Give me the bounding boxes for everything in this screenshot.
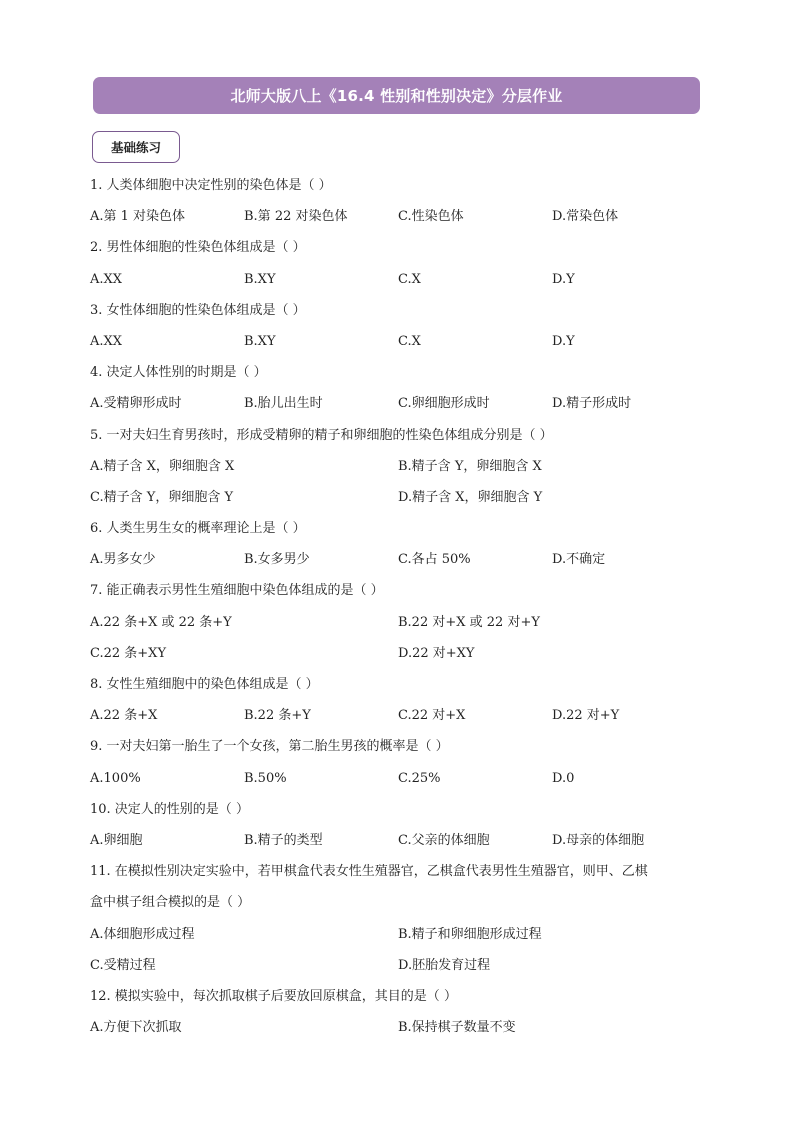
option: D.不确定 <box>552 552 606 568</box>
option: C.卵细胞形成时 <box>398 396 490 412</box>
question-stem: 4. 决定人体性别的时期是（ ） <box>90 365 267 381</box>
option-row <box>90 700 710 731</box>
question-stem: 5. 一对夫妇生育男孩时，形成受精卵的精子和卵细胞的性染色体组成分别是（ ） <box>90 427 553 443</box>
option: C.X <box>398 333 421 349</box>
question-stem: 10. 决定人的性别的是（ ） <box>90 801 249 817</box>
option-row <box>90 919 710 950</box>
option: D.0 <box>552 770 575 786</box>
option: D.精子形成时 <box>552 396 632 412</box>
option-row <box>90 388 710 419</box>
option: A.方便下次抓取 <box>90 1020 182 1036</box>
title-banner <box>93 77 700 114</box>
option-row <box>90 201 710 232</box>
option: B.精子和卵细胞形成过程 <box>398 926 542 942</box>
option: C.精子含 Y，卵细胞含 Y <box>90 489 234 505</box>
option: C.性染色体 <box>398 209 464 225</box>
option: B.精子的类型 <box>244 832 323 848</box>
option: A.第 1 对染色体 <box>90 209 186 225</box>
option: C.22 对+X <box>398 708 466 724</box>
option-row <box>90 482 710 513</box>
option: C.父亲的体细胞 <box>398 832 490 848</box>
option: A.XX <box>90 333 123 349</box>
option-row <box>90 326 710 357</box>
option: B.50% <box>244 770 287 786</box>
page-title: 北师大版八上《16.4 性别和性别决定》分层作业 <box>230 87 563 105</box>
section-label: 基础练习 <box>92 131 180 163</box>
option-row <box>90 544 710 575</box>
option: B.22 条+Y <box>244 708 311 724</box>
option: A.XX <box>90 271 123 287</box>
question-stem: 7. 能正确表示男性生殖细胞中染色体组成的是（ ） <box>90 583 384 599</box>
option: B.精子含 Y，卵细胞含 X <box>398 458 542 474</box>
option: B.XY <box>244 333 276 349</box>
option: A.100% <box>90 770 141 786</box>
question-stem: 12. 模拟实验中，每次抓取棋子后要放回原棋盒，其目的是（ ） <box>90 988 457 1004</box>
option-row <box>90 763 710 794</box>
option: B.XY <box>244 271 276 287</box>
option-row <box>90 607 710 638</box>
option: A.体细胞形成过程 <box>90 926 195 942</box>
question-stem: 2. 男性体细胞的性染色体组成是（ ） <box>90 240 306 256</box>
option-row <box>90 950 710 981</box>
question-stem: 8. 女性生殖细胞中的染色体组成是（ ） <box>90 677 319 692</box>
option: D.胚胎发育过程 <box>398 957 491 973</box>
option: A.受精卵形成时 <box>90 396 182 412</box>
option: C.22 条+XY <box>90 645 167 661</box>
question-stem: 9. 一对夫妇第一胎生了一个女孩，第二胎生男孩的概率是（ ） <box>90 739 449 755</box>
option-row <box>90 451 710 482</box>
option: A.男多女少 <box>90 552 156 568</box>
option: B.女多男少 <box>244 552 310 568</box>
option: A.22 条+X 或 22 条+Y <box>90 614 232 630</box>
option: D.Y <box>552 333 575 349</box>
option: D.常染色体 <box>552 209 619 225</box>
option: D.22 对+Y <box>552 708 620 724</box>
question-stem-continued: 盒中棋子组合模拟的是（ ） <box>90 895 251 911</box>
option: D.22 对+XY <box>398 645 475 661</box>
option: D.Y <box>552 271 575 287</box>
option-row <box>90 638 710 669</box>
option-row <box>90 825 710 856</box>
option: D.精子含 X，卵细胞含 Y <box>398 489 543 505</box>
option-row <box>90 264 710 295</box>
option: B.第 22 对染色体 <box>244 209 348 225</box>
question-stem: 1. 人类体细胞中决定性别的染色体是（ ） <box>90 178 332 193</box>
option: B.胎儿出生时 <box>244 396 323 412</box>
option: C.X <box>398 271 421 287</box>
option: A.精子含 X，卵细胞含 X <box>90 458 235 474</box>
option: A.22 条+X <box>90 708 158 724</box>
option: C.各占 50% <box>398 552 471 568</box>
option-row <box>90 1012 710 1043</box>
option: B.保持棋子数量不变 <box>398 1020 516 1036</box>
option: A.卵细胞 <box>90 832 143 848</box>
question-stem: 6. 人类生男生女的概率理论上是（ ） <box>90 521 306 537</box>
option: D.母亲的体细胞 <box>552 832 645 848</box>
option: C.25% <box>398 770 441 786</box>
option: B.22 对+X 或 22 对+Y <box>398 614 540 630</box>
question-stem: 3. 女性体细胞的性染色体组成是（ ） <box>90 302 306 318</box>
option: C.受精过程 <box>90 957 156 973</box>
question-stem: 11. 在模拟性别决定实验中，若甲棋盒代表女性生殖器官，乙棋盒代表男性生殖器官，则甲、乙棋 <box>90 864 648 880</box>
question-list <box>90 170 710 1043</box>
